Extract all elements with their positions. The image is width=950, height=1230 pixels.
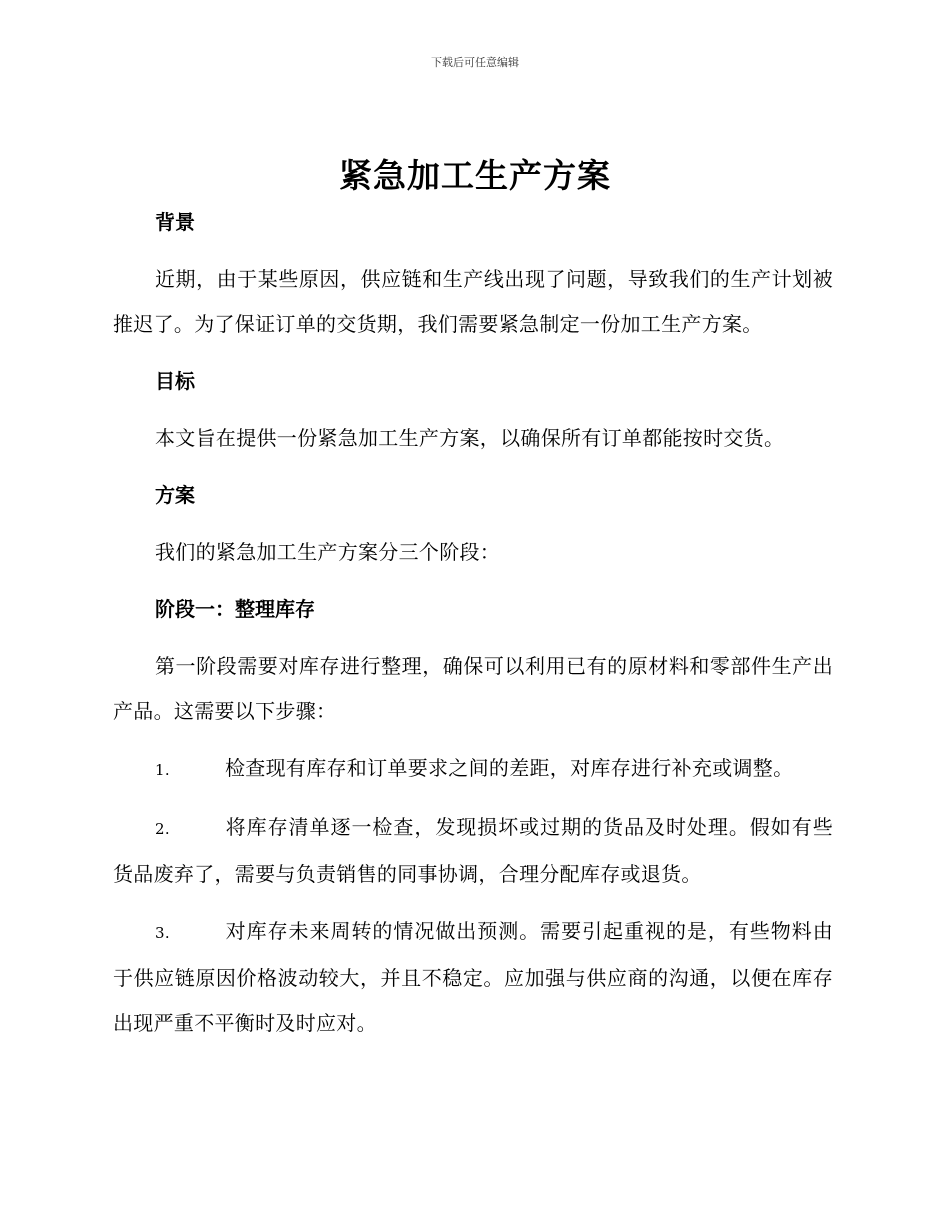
list-item-step-1 (113, 746, 833, 793)
background-heading: 背景 (155, 210, 195, 234)
document-body (113, 200, 833, 1058)
plan-paragraph: 我们的紧急加工生产方案分三个阶段： (155, 540, 501, 564)
goal-heading: 目标 (155, 369, 195, 393)
background-paragraph: 近期，由于某些原因，供应链和生产线出现了问题，导致我们的生产计划被推迟了。为了保证订单的交货期，我们需要紧急制定一份加工生产方案。 (113, 267, 833, 336)
list-item-step-3 (113, 909, 833, 1046)
list-number: 3. (155, 924, 170, 942)
stage1-heading: 阶段一：整理库存 (155, 597, 315, 621)
stage1-paragraph: 第一阶段需要对库存进行整理，确保可以利用已有的原材料和零部件生产出产品。这需要以下步骤： (113, 654, 833, 723)
list-number: 1. (155, 761, 170, 779)
list-number: 2. (155, 820, 170, 838)
list-item-text: 检查现有库存和订单要求之间的差距，对库存进行补充或调整。 (225, 756, 794, 780)
goal-paragraph: 本文旨在提供一份紧急加工生产方案，以确保所有订单都能按时交货。 (155, 426, 785, 450)
list-item-text: 对库存未来周转的情况做出预测。需要引起重视的是，有些物料由于供应链原因价格波动较大，并且不稳定。应加强与供应商的沟通，以便在库存出现严重不平衡时及时应对。 (113, 919, 833, 1035)
header-note: 下载后可任意编辑 (431, 56, 519, 69)
plan-heading: 方案 (155, 483, 195, 507)
document-title: 紧急加工生产方案 (339, 156, 611, 195)
list-item-step-2 (113, 805, 833, 897)
list-item-text: 将库存清单逐一检查，发现损坏或过期的货品及时处理。假如有些货品废弃了，需要与负责销售的同事协调，合理分配库存或退货。 (113, 815, 833, 886)
